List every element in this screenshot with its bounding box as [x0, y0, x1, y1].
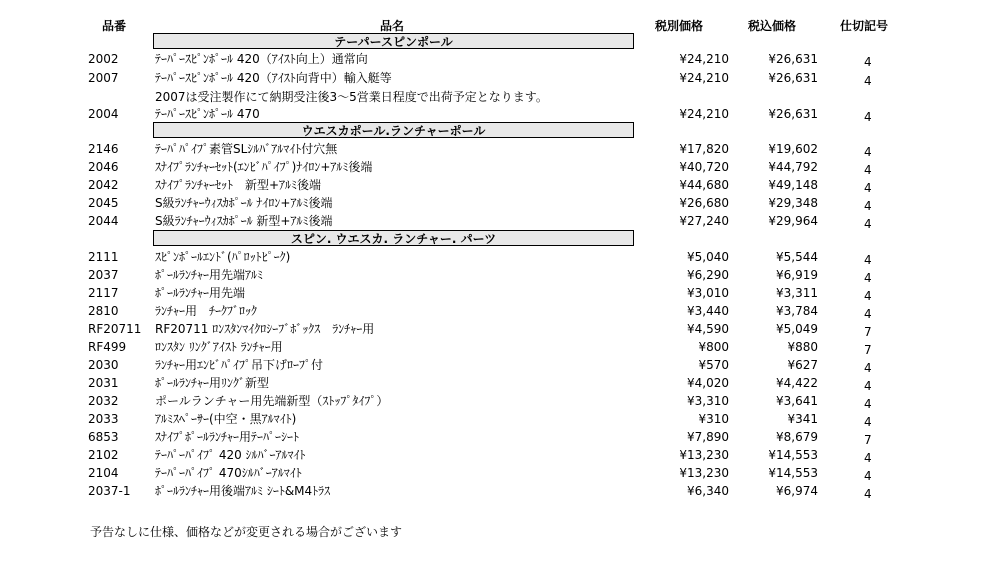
table-row [0, 248, 1000, 266]
price-incl-tax: ¥6,919 [776, 268, 818, 282]
item-name: ｽﾅｲﾌﾟﾎﾟｰﾙﾗﾝﾁｬｰ用ﾃｰﾊﾟｰｼｰﾄ [155, 430, 300, 444]
item-name: ﾃｰﾊﾟｰｽﾋﾟﾝﾎﾟｰﾙ 470 [155, 107, 260, 121]
price-excl-tax: ¥3,310 [687, 394, 729, 408]
price-excl-tax: ¥27,240 [679, 214, 729, 228]
price-incl-tax: ¥29,348 [768, 196, 818, 210]
item-name: ﾎﾟｰﾙﾗﾝﾁｬｰ用先端 [155, 286, 246, 300]
table-row [0, 266, 1000, 284]
category-code: 4 [864, 289, 872, 303]
item-code: 2117 [88, 286, 119, 300]
price-excl-tax: ¥26,680 [679, 196, 729, 210]
category-code: 4 [864, 55, 872, 69]
item-code: 2032 [88, 394, 119, 408]
table-row [0, 392, 1000, 410]
price-incl-tax: ¥5,049 [776, 322, 818, 336]
category-code: 4 [864, 110, 872, 124]
table-row [0, 140, 1000, 158]
item-name: S級ﾗﾝﾁｬｰｳｨｽｶﾎﾟｰﾙ ﾅｲﾛﾝ+ｱﾙﾐ後端 [155, 196, 333, 210]
table-row [0, 482, 1000, 500]
item-code: RF499 [88, 340, 127, 354]
price-excl-tax: ¥4,590 [687, 322, 729, 336]
category-code: 4 [864, 361, 872, 375]
header-price-incl: 税込価格 [748, 19, 797, 33]
price-incl-tax: ¥6,974 [776, 484, 818, 498]
price-excl-tax: ¥4,020 [687, 376, 729, 390]
price-excl-tax: ¥6,340 [687, 484, 729, 498]
header-name: 品名 [380, 19, 405, 33]
price-excl-tax: ¥24,210 [679, 107, 729, 121]
price-excl-tax: ¥44,680 [679, 178, 729, 192]
table-row [0, 302, 1000, 320]
item-code: 2002 [88, 52, 119, 66]
price-incl-tax: ¥8,679 [776, 430, 818, 444]
section-header: ウエスカポール.ランチャーポール [153, 122, 634, 138]
price-incl-tax: ¥3,641 [776, 394, 818, 408]
price-excl-tax: ¥7,890 [687, 430, 729, 444]
price-incl-tax: ¥14,553 [768, 466, 818, 480]
price-excl-tax: ¥6,290 [687, 268, 729, 282]
item-name: S級ﾗﾝﾁｬｰｳｨｽｶﾎﾟｰﾙ 新型+ｱﾙﾐ後端 [155, 214, 333, 228]
price-incl-tax: ¥19,602 [768, 142, 818, 156]
item-name: ﾃｰﾊﾟｰﾊﾟｲﾌﾟ 420 ｼﾙﾊﾞｰｱﾙﾏｲﾄ [155, 448, 306, 462]
price-excl-tax: ¥24,210 [679, 52, 729, 66]
price-incl-tax: ¥3,784 [776, 304, 818, 318]
item-code: 2104 [88, 466, 119, 480]
item-code: 2102 [88, 448, 119, 462]
price-incl-tax: ¥49,148 [768, 178, 818, 192]
item-code: 2037 [88, 268, 119, 282]
item-name: ｱﾙﾐｽﾍﾟｰｻｰ(中空・黒ｱﾙﾏｲﾄ) [155, 412, 297, 426]
item-code: 2810 [88, 304, 119, 318]
price-excl-tax: ¥3,440 [687, 304, 729, 318]
table-row [0, 105, 1000, 123]
section-header: スピン. ウエスカ. ランチャー. パーツ [153, 230, 634, 246]
item-code: 2030 [88, 358, 119, 372]
price-excl-tax: ¥570 [698, 358, 729, 372]
table-row [0, 338, 1000, 356]
item-name: ﾎﾟｰﾙﾗﾝﾁｬｰ用先端ｱﾙﾐ [155, 268, 264, 282]
item-code: 2044 [88, 214, 119, 228]
header-category: 仕切記号 [840, 19, 889, 33]
item-name: ﾃｰﾊﾟｰｽﾋﾟﾝﾎﾟｰﾙ 420（ｱｲｽﾄ向上）通常向 [155, 52, 368, 66]
price-incl-tax: ¥5,544 [776, 250, 818, 264]
category-code: 4 [864, 307, 872, 321]
category-code: 7 [864, 325, 872, 339]
item-name: ﾛﾝｽﾀﾝ ﾘﾝｸﾞｱｲｽﾄ ﾗﾝﾁｬｰ用 [155, 340, 283, 354]
item-code: 2045 [88, 196, 119, 210]
section-header: テーパースピンポール [153, 33, 634, 49]
order-note: 2007は受注製作にて納期受注後3～5営業日程度で出荷予定となります。 [155, 90, 548, 104]
footer-disclaimer: 予告なしに仕様、価格などが変更される場合がございます [90, 525, 403, 539]
price-incl-tax: ¥44,792 [768, 160, 818, 174]
item-code: 2046 [88, 160, 119, 174]
price-incl-tax: ¥880 [787, 340, 818, 354]
price-incl-tax: ¥14,553 [768, 448, 818, 462]
item-code: 2037-1 [88, 484, 131, 498]
table-row [0, 320, 1000, 338]
item-name: ﾗﾝﾁｬｰ用ｴﾝﾋﾞﾊﾟｲﾌﾟ吊下げﾛｰﾌﾟ付 [155, 358, 324, 372]
category-code: 7 [864, 433, 872, 447]
item-code: 2033 [88, 412, 119, 426]
table-row [0, 374, 1000, 392]
category-code: 4 [864, 199, 872, 213]
item-code: RF20711 [88, 322, 142, 336]
price-excl-tax: ¥40,720 [679, 160, 729, 174]
item-name: ﾃｰﾊﾟｰｽﾋﾟﾝﾎﾟｰﾙ 420（ｱｲｽﾄ向背中）輸入艇等 [155, 71, 392, 85]
header-price-excl: 税別価格 [655, 19, 704, 33]
table-row [0, 410, 1000, 428]
price-incl-tax: ¥4,422 [776, 376, 818, 390]
table-row [0, 464, 1000, 482]
category-code: 7 [864, 343, 872, 357]
category-code: 4 [864, 397, 872, 411]
category-code: 4 [864, 253, 872, 267]
price-excl-tax: ¥3,010 [687, 286, 729, 300]
table-row [0, 50, 1000, 68]
category-code: 4 [864, 487, 872, 501]
price-incl-tax: ¥3,311 [776, 286, 818, 300]
category-code: 4 [864, 379, 872, 393]
price-incl-tax: ¥341 [787, 412, 818, 426]
price-excl-tax: ¥310 [698, 412, 729, 426]
item-name: ポールランチャー用先端新型（ｽﾄｯﾌﾟﾀｲﾌﾟ） [155, 394, 389, 408]
price-excl-tax: ¥5,040 [687, 250, 729, 264]
item-code: 2031 [88, 376, 119, 390]
price-incl-tax: ¥627 [787, 358, 818, 372]
category-code: 4 [864, 163, 872, 177]
price-excl-tax: ¥17,820 [679, 142, 729, 156]
table-row [0, 158, 1000, 176]
table-row [0, 194, 1000, 212]
price-incl-tax: ¥26,631 [768, 107, 818, 121]
price-incl-tax: ¥26,631 [768, 52, 818, 66]
item-name: ｽﾋﾟﾝﾎﾟｰﾙｴﾝﾄﾞ(ﾊﾟﾛｯﾄﾋﾟｰｸ) [155, 250, 291, 264]
item-code: 2042 [88, 178, 119, 192]
table-row [0, 176, 1000, 194]
category-code: 4 [864, 271, 872, 285]
table-row [0, 356, 1000, 374]
item-code: 2111 [88, 250, 119, 264]
price-incl-tax: ¥26,631 [768, 71, 818, 85]
table-row [0, 446, 1000, 464]
item-name: ｽﾅｲﾌﾟﾗﾝﾁｬｰｾｯﾄ(ｴﾝﾋﾞﾊﾟｲﾌﾟ)ﾅｲﾛﾝ+ｱﾙﾐ後端 [155, 160, 373, 174]
item-code: 2007 [88, 71, 119, 85]
price-excl-tax: ¥24,210 [679, 71, 729, 85]
price-excl-tax: ¥13,230 [679, 466, 729, 480]
price-excl-tax: ¥13,230 [679, 448, 729, 462]
table-row [0, 69, 1000, 87]
category-code: 4 [864, 74, 872, 88]
category-code: 4 [864, 415, 872, 429]
item-name: RF20711 ﾛﾝｽﾀﾝﾏｲｸﾛｼｰﾌﾞﾎﾞｯｸｽ ﾗﾝﾁｬｰ用 [155, 322, 375, 336]
item-code: 2004 [88, 107, 119, 121]
item-code: 2146 [88, 142, 119, 156]
table-row [0, 284, 1000, 302]
item-name: ﾗﾝﾁｬｰ用 ﾁｰｸﾌﾞﾛｯｸ [155, 304, 258, 318]
item-name: ﾃｰﾊﾟｰﾊﾟｲﾌﾟ 470ｼﾙﾊﾞｰｱﾙﾏｲﾄ [155, 466, 302, 480]
category-code: 4 [864, 451, 872, 465]
category-code: 4 [864, 145, 872, 159]
header-code: 品番 [102, 19, 127, 33]
item-name: ﾎﾟｰﾙﾗﾝﾁｬｰ用ﾘﾝｸﾞ新型 [155, 376, 270, 390]
table-row [0, 212, 1000, 230]
item-name: ｽﾅｲﾌﾟﾗﾝﾁｬｰｾｯﾄ 新型+ｱﾙﾐ後端 [155, 178, 322, 192]
item-name: ﾃｰﾊﾟﾊﾟｲﾌﾟ素管SLｼﾙﾊﾞｱﾙﾏｲﾄ付穴無 [155, 142, 338, 156]
table-row [0, 428, 1000, 446]
category-code: 4 [864, 217, 872, 231]
price-incl-tax: ¥29,964 [768, 214, 818, 228]
item-code: 6853 [88, 430, 119, 444]
category-code: 4 [864, 181, 872, 195]
price-excl-tax: ¥800 [698, 340, 729, 354]
category-code: 4 [864, 469, 872, 483]
item-name: ﾎﾟｰﾙﾗﾝﾁｬｰ用後端ｱﾙﾐ ｼｰﾄ&M4ﾄﾗｽ [155, 484, 331, 498]
